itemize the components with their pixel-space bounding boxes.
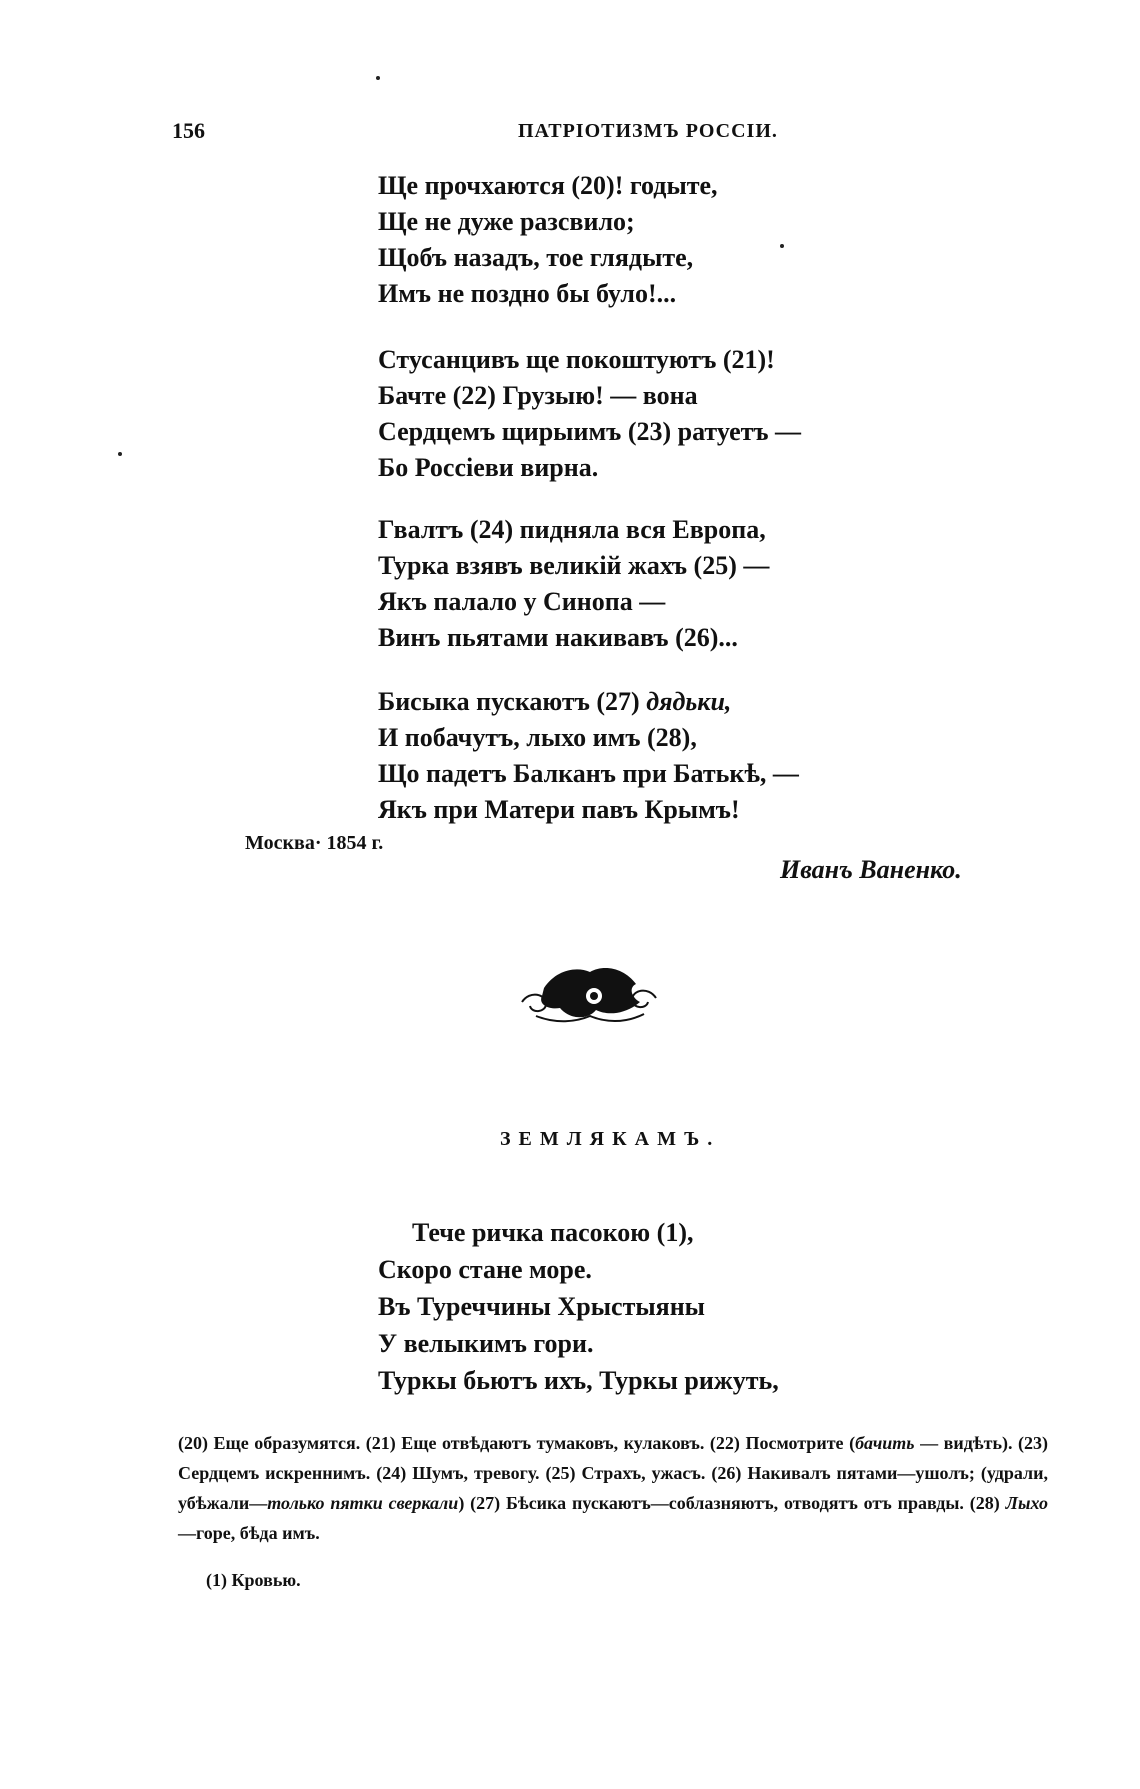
footnote-italic: Лыхо xyxy=(1005,1493,1048,1513)
running-title: ПАТРІОТИЗМЪ РОССІИ. xyxy=(518,120,778,142)
poem1-stanza-1 xyxy=(378,168,718,312)
page-number: 156 xyxy=(172,118,205,143)
footnote-text: —горе, бѣда имъ. xyxy=(178,1523,320,1543)
footnote-italic: только пятки сверкали xyxy=(267,1493,459,1513)
footnote-text: — видѣть). (23) Сердцемъ искреннимъ. (24) Шумъ, тревогу. (25) Страхъ, ужасъ. (26) Накивалъ пятами—ушолъ; (удрали, убѣжали— xyxy=(178,1433,1049,1513)
print-speck xyxy=(118,452,122,456)
poem1-stanza-4 xyxy=(378,684,799,828)
poem-line: Тече ричка пасокою (1), xyxy=(412,1218,694,1247)
place-date: Москва· 1854 г. xyxy=(245,832,384,854)
poem-line: И побачутъ, лыхо имъ (28), xyxy=(378,723,697,752)
poem-line: Що падетъ Балканъ при Батькѣ, — xyxy=(378,759,799,788)
poem-line xyxy=(378,684,799,720)
footnotes xyxy=(178,1428,1048,1548)
footnote-paragraph xyxy=(178,1428,1048,1548)
poem1-stanza-3 xyxy=(378,512,769,656)
poem-line: Ще прочхаются (20)! годыте, xyxy=(378,171,718,200)
footnote-text: ) (27) Бѣсика пускаютъ—соблазняютъ, отводятъ отъ правды. (28) xyxy=(458,1493,1006,1513)
floral-vignette-icon xyxy=(516,958,662,1032)
print-speck xyxy=(376,76,380,80)
poem2-footnote: (1) Кровью. xyxy=(206,1570,301,1590)
poem-line: Якъ при Матери павъ Крымъ! xyxy=(378,795,740,824)
poem-line-italic: дядьки, xyxy=(646,687,732,716)
poem-line: Гвалтъ (24) пидняла вся Европа, xyxy=(378,515,766,544)
poem-line: Турка взявъ великій жахъ (25) — xyxy=(378,551,770,580)
poem-line: Въ Туреччины Хрыстыяны xyxy=(378,1292,705,1321)
poem2 xyxy=(378,1214,779,1399)
poem1-stanza-2 xyxy=(378,342,801,486)
section-title: ЗЕМЛЯКАМЪ. xyxy=(500,1128,721,1150)
author-signature: Иванъ Ваненко. xyxy=(780,855,962,884)
print-speck xyxy=(780,244,784,248)
poem-line: Якъ палало у Синопа — xyxy=(378,587,666,616)
poem-line: У велыкимъ гори. xyxy=(378,1329,594,1358)
poem-line: Стусанцивъ ще покоштуютъ (21)! xyxy=(378,345,775,374)
poem-line: Имъ не поздно бы було!... xyxy=(378,279,677,308)
poem-line: Бачте (22) Грузыю! — вона xyxy=(378,381,698,410)
footnote-italic: бачить xyxy=(855,1433,915,1453)
poem-line: Винъ пьятами накивавъ (26)... xyxy=(378,623,738,652)
poem-line: Щобъ назадъ, тое глядыте, xyxy=(378,243,694,272)
poem-line: Бо Россіеви вирна. xyxy=(378,453,599,482)
footnote-text: (20) Еще образумятся. (21) Еще отвѣдаютъ тумаковъ, кулаковъ. (22) Посмотрите ( xyxy=(178,1433,856,1453)
poem-line: Ще не дуже разсвило; xyxy=(378,207,635,236)
poem-line: Скоро стане море. xyxy=(378,1255,592,1284)
poem-line-text: Бисыка пускаютъ (27) xyxy=(378,687,647,716)
poem-line: Сердцемъ щирыимъ (23) ратуетъ — xyxy=(378,417,802,446)
poem-line: Туркы бьютъ ихъ, Туркы рижуть, xyxy=(378,1366,779,1395)
